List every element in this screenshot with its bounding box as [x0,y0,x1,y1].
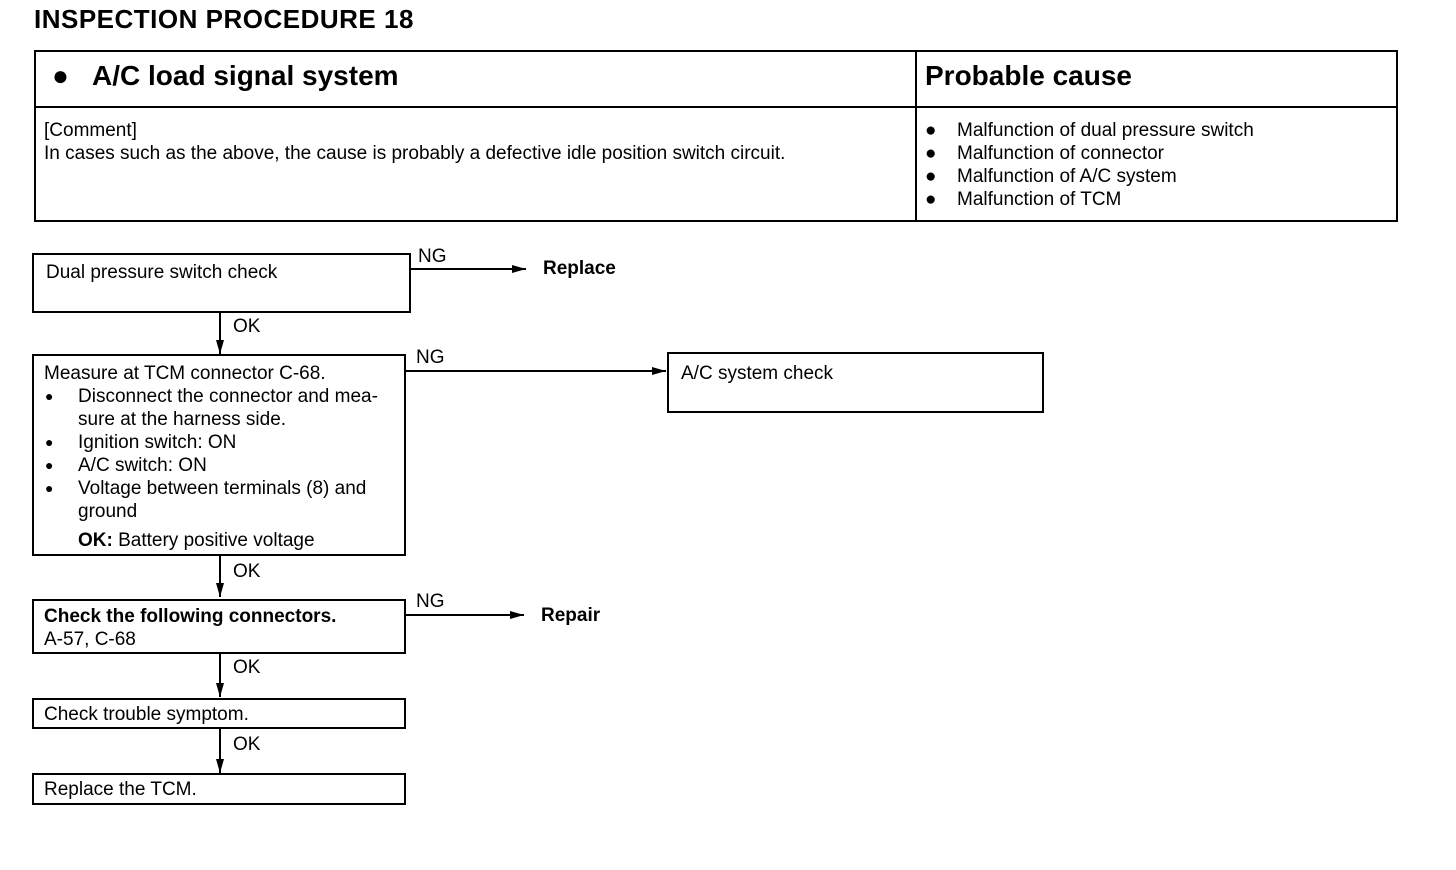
step-ac-system-check [667,352,1044,413]
connector-list: A-57, C-68 [44,629,136,650]
list-item: ● Ignition switch: ON [44,431,396,454]
comment-label: [Comment] [44,120,137,141]
comment-text: In cases such as the above, the cause is probably a defective idle position switch circuit. [44,143,786,164]
step-label: A/C system check [681,363,834,384]
step-title: Measure at TCM connector C-68. [44,363,326,384]
page-title: INSPECTION PROCEDURE 18 [34,4,414,34]
ok-criterion [44,529,396,552]
ok-label: OK [233,657,261,678]
ng-label: NG [416,347,445,368]
bullet-icon: ● [52,60,69,91]
step-check-connectors [32,599,406,654]
step-label: Check trouble symptom. [44,704,249,725]
list-item: ● A/C switch: ON [44,454,396,477]
cause-item: ● Malfunction of TCM [925,189,1122,210]
repair-action: Repair [541,605,601,626]
step-title: Check the following connectors. [44,606,337,627]
step-dual-pressure-check [32,253,411,313]
list-item: ● Voltage between terminals (8) and ground [44,477,396,523]
ok-criterion-text: Battery positive voltage [118,530,315,551]
probable-cause-heading: Probable cause [925,60,1132,91]
ng-label: NG [416,591,445,612]
step-replace-tcm [32,773,406,805]
ok-label: OK [233,561,261,582]
step-bullet-list [44,385,396,523]
list-item: ● Disconnect the connector and mea-sure at the harness side. [44,385,396,431]
ok-label: OK [233,316,261,337]
step-measure-tcm [32,354,406,556]
cause-item: ● Malfunction of connector [925,143,1165,164]
cause-item: ● Malfunction of dual pressure switch [925,120,1254,141]
step-check-trouble-symptom [32,698,406,729]
step-label: Dual pressure switch check [46,262,278,283]
replace-action: Replace [543,258,616,279]
ok-label: OK [233,734,261,755]
subject-label: A/C load signal system [92,60,399,91]
ok-criterion-label: OK: [78,530,113,551]
cause-item: ● Malfunction of A/C system [925,166,1177,187]
step-label: Replace the TCM. [44,779,197,800]
ng-label: NG [418,246,447,267]
